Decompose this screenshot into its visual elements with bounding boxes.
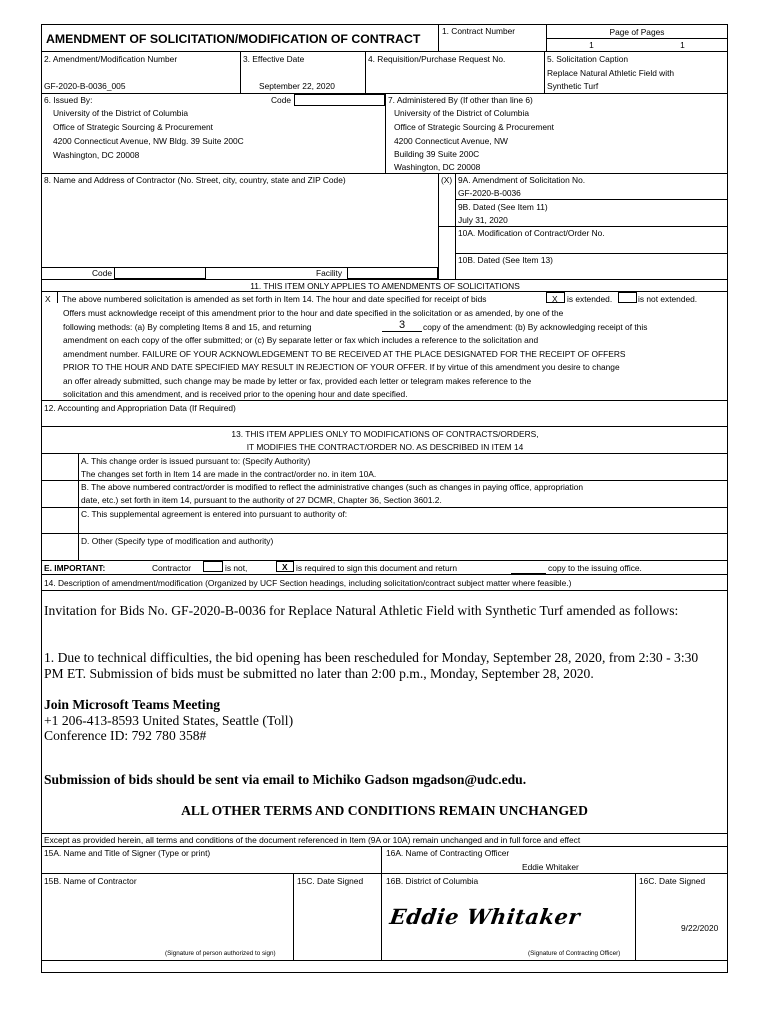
important-contractor: Contractor [152, 563, 192, 573]
item11-line2: Offers must acknowledge receipt of this amendment prior to the hour and date specified in the solicitation or as amended, by one of the [63, 308, 564, 318]
facility-label: Facility [316, 268, 343, 278]
administered-line: University of the District of Columbia [394, 108, 529, 118]
all-terms-notice: ALL OTHER TERMS AND CONDITIONS REMAIN UNCHANGED [181, 803, 588, 818]
item11-line7: an offer already submitted, such change may be made by letter or fax, provided each letter or telegram makes reference to the [63, 376, 532, 386]
issued-code-field[interactable] [294, 94, 385, 106]
except-notice: Except as provided herein, all terms and conditions of the document referenced in Item (9A or 10A) remain unchanged and in full force and effect [44, 835, 581, 845]
administered-by-label: 7. Administered By (If other than line 6) [388, 95, 533, 105]
teams-phone: +1 206-413-8593 United States, Seattle (Toll) [44, 713, 294, 728]
item10b-label: 10B. Dated (See Item 13) [458, 255, 553, 265]
item14-intro: Invitation for Bids No. GF-2020-B-0036 for Replace Natural Athletic Field with Synthetic Turf amended as follows: [44, 603, 679, 618]
item9-mark: (X) [441, 175, 453, 185]
contract-number-label: 1. Contract Number [442, 26, 516, 36]
item11-check: X [45, 294, 51, 304]
extended-label: is extended. [567, 294, 613, 304]
issued-line: University of the District of Columbia [53, 108, 188, 118]
not-extended-checkbox[interactable] [618, 292, 637, 303]
issued-line: Office of Strategic Sourcing & Procurement [53, 122, 213, 132]
officer-signature-note: (Signature of Contracting Officer) [528, 950, 621, 957]
page-of-pages-label: Page of Pages [609, 27, 665, 37]
item11-line5: amendment number. FAILURE OF YOUR ACKNOWLEDGEMENT TO BE RECEIVED AT THE PLACE DESIGNATED FOR THE RECEIPT OF OFFERS [63, 349, 626, 359]
item10a-label: 10A. Modification of Contract/Order No. [458, 228, 605, 238]
item13-a-line2: The changes set forth in Item 14 are made in the contract/order no. in item 10A. [81, 469, 377, 479]
facility-field[interactable] [347, 267, 438, 279]
item13-heading-1: 13. THIS ITEM APPLIES ONLY TO MODIFICATIONS OF CONTRACTS/ORDERS, [231, 429, 539, 439]
contracting-officer-label: 16A. Name of Contracting Officer [386, 848, 510, 858]
item13-d: D. Other (Specify type of modification and authority) [81, 536, 274, 546]
contractor-signature-note: (Signature of person authorized to sign) [165, 950, 276, 957]
important-label: E. IMPORTANT: [44, 563, 106, 573]
item11-line3a: following methods: (a) By completing Items 8 and 15, and returning [63, 322, 312, 332]
effective-date-label: 3. Effective Date [243, 54, 305, 64]
administered-line: Building 39 Suite 200C [394, 149, 480, 159]
administered-line: Office of Strategic Sourcing & Procurement [394, 122, 554, 132]
extended-mark: X [552, 294, 558, 304]
officer-date-label: 16C. Date Signed [639, 876, 706, 886]
amendment-number-value: GF-2020-B-0036_005 [44, 81, 126, 91]
issued-by-label: 6. Issued By: [44, 95, 93, 105]
issued-code-label: Code [271, 95, 292, 105]
item13-a-line1: A. This change order is issued pursuant to: (Specify Authority) [81, 456, 311, 466]
item9b-label: 9B. Dated (See Item 11) [458, 202, 548, 212]
copy-to-label: copy to the issuing office. [548, 563, 642, 573]
is-not-label: is not, [225, 563, 248, 573]
contractor-name-label: 15B. Name of Contractor [44, 876, 137, 886]
amendment-number-label: 2. Amendment/Modification Number [44, 54, 178, 64]
contractor-date-label: 15C. Date Signed [297, 876, 364, 886]
item9a-label: 9A. Amendment of Solicitation No. [458, 175, 586, 185]
solicitation-caption-line2: Synthetic Turf [547, 81, 599, 91]
is-not-checkbox[interactable] [203, 561, 223, 572]
contractor-label: 8. Name and Address of Contractor (No. Street, city, country, state and ZIP Code) [44, 175, 346, 185]
administered-line: 4200 Connecticut Avenue, NW [394, 136, 508, 146]
officer-date-signed: 9/22/2020 [681, 923, 719, 933]
item11-line8: solicitation and this amendment, and is received prior to the opening hour and date specified. [63, 389, 408, 399]
teams-title: Join Microsoft Teams Meeting [44, 697, 221, 712]
teams-conference-id: Conference ID: 792 780 358# [44, 728, 207, 743]
copies-count: 3 [398, 319, 406, 331]
administered-line: Washington, DC 20008 [394, 162, 481, 172]
is-required-label: is required to sign this document and return [296, 563, 458, 573]
item13-b-line2: date, etc.) set forth in item 14, pursuant to the authority of 27 DCMR, Chapter 36, Section 3601.2. [81, 495, 442, 505]
contractor-code-field[interactable] [114, 267, 206, 279]
item14-point1-line1: 1. Due to technical difficulties, the bid opening has been rescheduled for Monday, September 28, 2020, from 2:30 - 3:30 [44, 650, 699, 665]
district-label: 16B. District of Columbia [386, 876, 479, 886]
not-extended-label: is not extended. [638, 294, 698, 304]
solicitation-caption-line1: Replace Natural Athletic Field with [547, 68, 675, 78]
effective-date-value: September 22, 2020 [259, 81, 335, 91]
page-number: 1 [589, 40, 594, 50]
item11-line4: amendment on each copy of the offer submitted; or (c) By separate letter or fax which includes a reference to the solicitation and [63, 335, 539, 345]
issued-line: 4200 Connecticut Avenue, NW Bldg. 39 Suite 200C [53, 136, 244, 146]
item13-b-line1: B. The above numbered contract/order is modified to reflect the administrative changes (such as changes in paying office, appropriation [81, 482, 584, 492]
item13-heading-2: IT MODIFIES THE CONTRACT/ORDER NO. AS DESCRIBED IN ITEM 14 [246, 442, 524, 452]
item13-c: C. This supplemental agreement is entered into pursuant to authority of: [81, 509, 348, 519]
solicitation-caption-label: 5. Solicitation Caption [547, 54, 629, 64]
page-total: 1 [680, 40, 685, 50]
item11-line3b: copy of the amendment: (b) By acknowledging receipt of this [423, 322, 648, 332]
item11-line1: The above numbered solicitation is amended as set forth in Item 14. The hour and date specified for receipt of bids [62, 294, 487, 304]
officer-signature: Eddie Whitaker [388, 904, 582, 929]
contracting-officer-name: Eddie Whitaker [522, 862, 579, 872]
contractor-code-label: Code [92, 268, 113, 278]
item14-point1-line2: PM ET. Submission of bids must be submitted no later than 2:00 p.m., Monday, September 28, 2020. [44, 666, 594, 681]
requisition-label: 4. Requisition/Purchase Request No. [368, 54, 506, 64]
is-required-mark: X [282, 562, 288, 572]
item11-line6: PRIOR TO THE HOUR AND DATE SPECIFIED MAY RESULT IN REJECTION OF YOUR OFFER. If by virtue of this amendment you desire to change [63, 362, 620, 372]
item14-label: 14. Description of amendment/modification (Organized by UCF Section headings, including solicitation/contract subject matter where feasible.) [44, 578, 572, 588]
item9a-value: GF-2020-B-0036 [458, 188, 521, 198]
item9b-value: July 31, 2020 [458, 215, 508, 225]
issued-line: Washington, DC 20008 [53, 150, 140, 160]
form-title: AMENDMENT OF SOLICITATION/MODIFICATION OF CONTRACT [46, 32, 421, 46]
submission-note: Submission of bids should be sent via email to Michiko Gadson mgadson@udc.edu. [44, 772, 527, 787]
item12-label: 12. Accounting and Appropriation Data (If Required) [44, 403, 236, 413]
signer-name-label: 15A. Name and Title of Signer (Type or print) [44, 848, 211, 858]
item11-heading: 11. THIS ITEM ONLY APPLIES TO AMENDMENTS OF SOLICITATIONS [250, 281, 520, 291]
